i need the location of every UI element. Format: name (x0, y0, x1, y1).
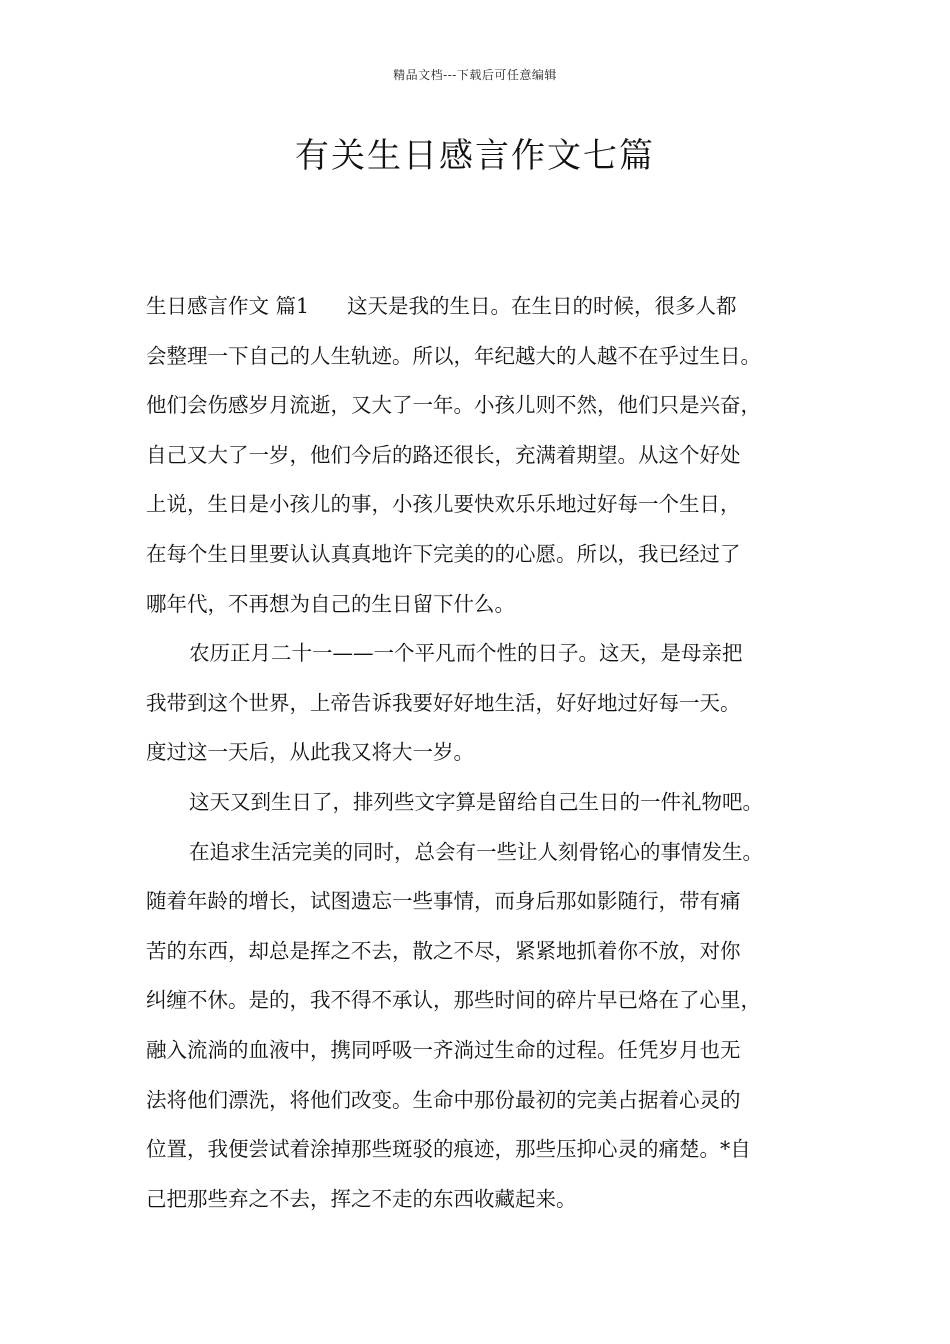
paragraph-line: 法将他们漂洗，将他们改变。生命中那份最初的完美占据着心灵的 (146, 1087, 741, 1112)
article-body (146, 282, 826, 1224)
paragraph-line: 这天又到生日了，排列些文字算是留给自己生日的一件礼物吧。 (189, 789, 763, 814)
section-label: 生日感言作文 篇1 (146, 294, 310, 318)
paragraph-line (146, 282, 826, 332)
paragraph-line: 融入流淌的血液中，携同呼吸一齐淌过生命的过程。任凭岁月也无 (146, 1037, 741, 1062)
paragraph-line: 苦的东西，却总是挥之不去，散之不尽，紧紧地抓着你不放，对你 (146, 938, 741, 963)
paragraph-line: 在追求生活完美的同时，总会有一些让人刻骨铭心的事情发生。 (189, 839, 763, 864)
paragraph-line: 会整理一下自己的人生轨迹。所以，年纪越大的人越不在乎过生日。 (146, 343, 761, 368)
paragraph-line: 自己又大了一岁，他们今后的路还很长，充满着期望。从这个好处 (146, 442, 741, 467)
paragraph-line: 他们会伤感岁月流逝，又大了一年。小孩儿则不然，他们只是兴奋， (146, 393, 761, 418)
line-text: 这天是我的生日。在生日的时候，很多人都 (347, 294, 737, 318)
paragraph-line: 位置，我便尝试着涂掉那些斑驳的痕迹，那些压抑心灵的痛楚。*自 (146, 1137, 751, 1162)
paragraph-line: 上说，生日是小孩儿的事，小孩儿要快欢乐乐地过好每一个生日， (146, 492, 741, 517)
paragraph-line: 哪年代，不再想为自己的生日留下什么。 (146, 591, 515, 616)
paragraph-line: 农历正月二十一——一个平凡而个性的日子。这天，是母亲把 (189, 641, 743, 666)
paragraph-line: 在每个生日里要认认真真地许下完美的的心愿。所以，我已经过了 (146, 541, 741, 566)
paragraph-line: 度过这一天后，从此我又将大一岁。 (146, 740, 474, 765)
paragraph-line: 纠缠不休。是的，我不得不承认，那些时间的碎片早已烙在了心里， (146, 988, 761, 1013)
paragraph-line: 我带到这个世界，上帝告诉我要好好地生活，好好地过好每一天。 (146, 690, 741, 715)
paragraph-line: 己把那些弃之不去，挥之不走的东西收藏起来。 (146, 1186, 577, 1211)
header-note: 精品文档---下载后可任意编辑 (393, 68, 557, 82)
paragraph-line: 随着年龄的增长，试图遗忘一些事情，而身后那如影随行，带有痛 (146, 889, 741, 914)
page-title: 有关生日感言作文七篇 (295, 136, 655, 176)
